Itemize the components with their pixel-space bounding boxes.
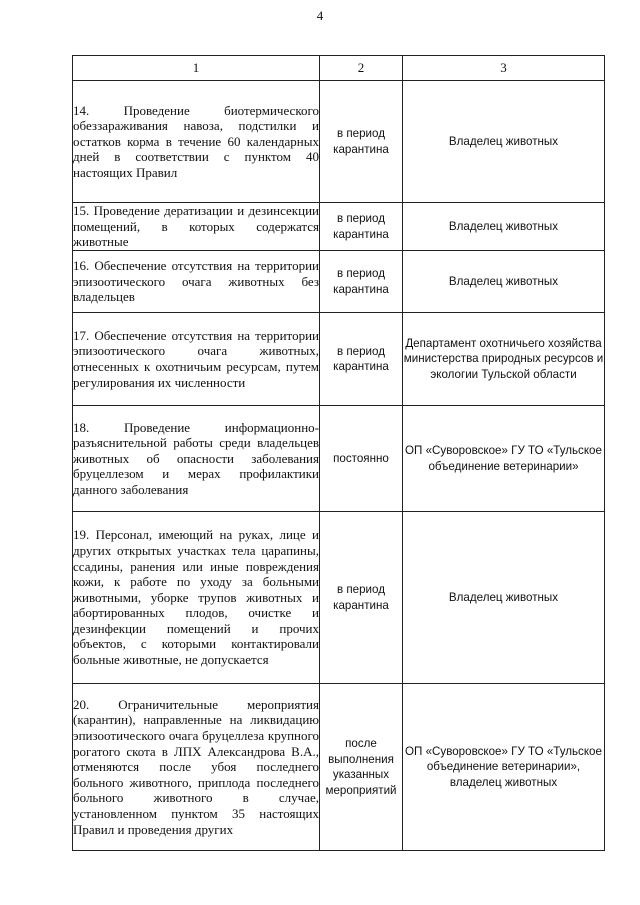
table-row [73, 684, 605, 851]
timing-cell: после выполнения указанных мероприятий [320, 684, 403, 851]
timing-cell: в период карантина [320, 313, 403, 406]
responsible-cell: Владелец животных [403, 251, 605, 313]
measure-cell: 18. Проведение информационно-разъяснительной работы среди владельцев животных об опасности заболевания бруцеллезом и мерах профилактики данного заболевания [73, 406, 320, 512]
measure-cell: 19. Персонал, имеющий на руках, лице и других открытых участках тела царапины, ссадины, ранения или иные повреждения кожи, к работе по уходу за больными животными, уборке трупов животных и абортированных плодов, очистке и дезинфекции помещений и прочих объектов, с которыми контактировали больные животные, не допускается [73, 512, 320, 684]
responsible-cell: Владелец животных [403, 81, 605, 203]
measure-cell: 17. Обеспечение отсутствия на территории эпизоотического очага животных, отнесенных к охотничьим ресурсам, путем регулирования их численности [73, 313, 320, 406]
measure-cell: 20. Ограничительные мероприятия (карантин), направленные на ликвидацию эпизоотического очага бруцеллеза крупного рогатого скота в ЛПХ Александрова В.А., отменяются после убоя последнего больного животного, приплода последнего больного животного в случае, установленном пунктом 35 настоящих Правил и проведения других [73, 684, 320, 851]
timing-cell: в период карантина [320, 251, 403, 313]
table-row [73, 251, 605, 313]
column-header-3: 3 [403, 56, 605, 81]
timing-cell: в период карантина [320, 203, 403, 251]
table-row [73, 81, 605, 203]
responsible-cell: Владелец животных [403, 512, 605, 684]
table-row [73, 313, 605, 406]
table-row [73, 203, 605, 251]
column-header-2: 2 [320, 56, 403, 81]
responsible-cell: Владелец животных [403, 203, 605, 251]
measure-cell: 14. Проведение биотермического обеззараживания навоза, подстилки и остатков корма в течение 60 календарных дней в соответствии с пунктом 40 настоящих Правил [73, 81, 320, 203]
timing-cell: постоянно [320, 406, 403, 512]
table-row [73, 406, 605, 512]
timing-cell: в период карантина [320, 512, 403, 684]
measure-cell: 16. Обеспечение отсутствия на территории эпизоотического очага животных без владельцев [73, 251, 320, 313]
page-number: 4 [316, 8, 324, 23]
measure-cell: 15. Проведение дератизации и дезинсекции помещений, в которых содержатся животные [73, 203, 319, 250]
table-header-row [73, 56, 605, 81]
responsible-cell: ОП «Суворовское» ГУ ТО «Тульское объединение ветеринарии» [403, 406, 605, 512]
measures-table [72, 55, 605, 851]
column-header-1: 1 [73, 56, 320, 81]
responsible-cell: ОП «Суворовское» ГУ ТО «Тульское объединение ветеринарии», владелец животных [403, 684, 605, 851]
responsible-cell: Департамент охотничьего хозяйства министерства природных ресурсов и экологии Тульской области [403, 313, 605, 406]
timing-cell: в период карантина [320, 81, 403, 203]
table-row [73, 512, 605, 684]
